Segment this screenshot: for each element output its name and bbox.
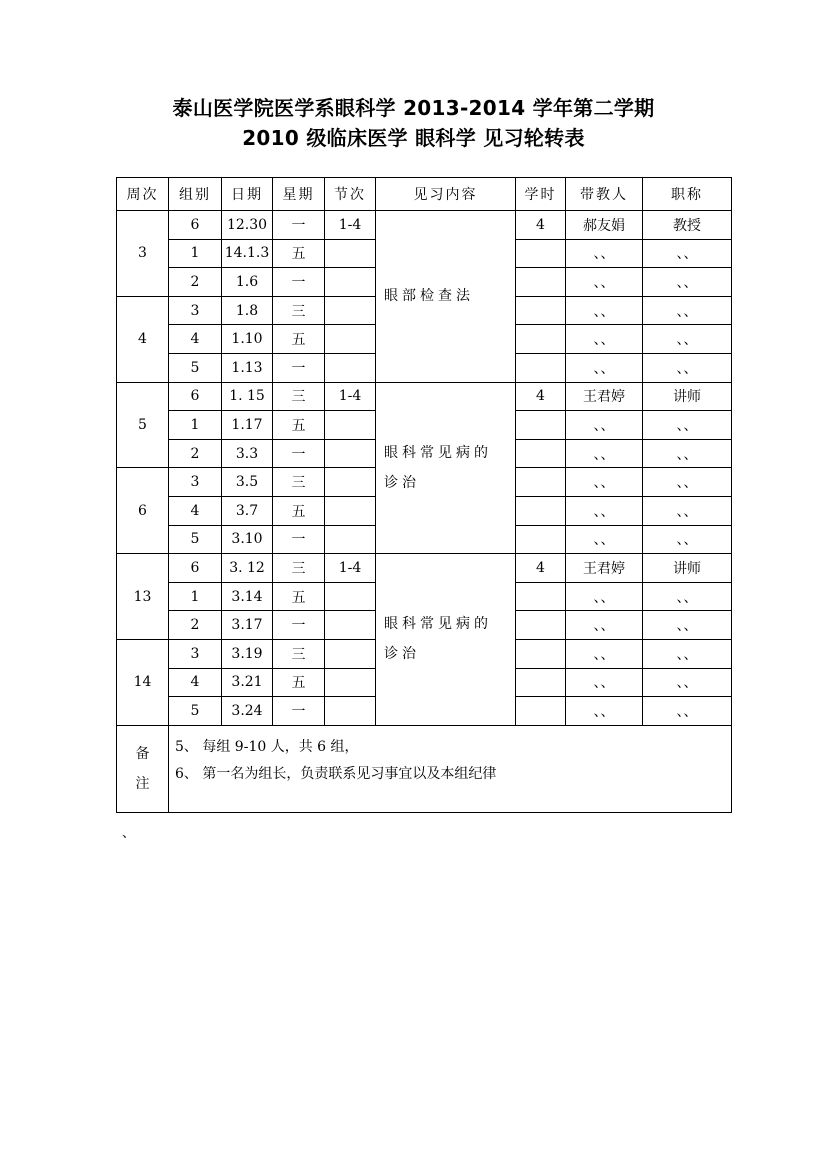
date-cell: 3.10 xyxy=(222,525,273,554)
period-cell xyxy=(325,525,376,554)
group-cell: 5 xyxy=(169,525,222,554)
day-cell: 三 xyxy=(273,554,325,583)
day-cell: 五 xyxy=(273,496,325,525)
stray-mark: 、 xyxy=(122,826,136,841)
teacher-cell: 、、 xyxy=(566,239,643,268)
day-cell: 五 xyxy=(273,239,325,268)
hours-cell xyxy=(516,411,566,440)
day-cell: 一 xyxy=(273,268,325,297)
column-header: 见习内容 xyxy=(376,178,516,211)
teacher-cell: 、、 xyxy=(566,325,643,354)
day-cell: 一 xyxy=(273,697,325,726)
date-cell: 3.19 xyxy=(222,639,273,668)
period-cell: 1-4 xyxy=(325,382,376,411)
hours-cell xyxy=(516,325,566,354)
hours-cell xyxy=(516,439,566,468)
content-cell: 眼科常见病的诊治 xyxy=(376,382,516,554)
teacher-cell: 、、 xyxy=(566,496,643,525)
period-cell xyxy=(325,468,376,497)
hours-cell xyxy=(516,353,566,382)
hours-cell: 4 xyxy=(516,382,566,411)
date-cell: 3.3 xyxy=(222,439,273,468)
title-cell: 、、 xyxy=(643,611,732,640)
table-row xyxy=(117,554,732,583)
teacher-cell: 、、 xyxy=(566,411,643,440)
date-cell: 1.17 xyxy=(222,411,273,440)
hours-cell xyxy=(516,468,566,497)
hours-cell xyxy=(516,697,566,726)
day-cell: 一 xyxy=(273,525,325,554)
page-title-line2: 2010 级临床医学 眼科学 见习轮转表 xyxy=(242,126,585,150)
teacher-cell: 、、 xyxy=(566,296,643,325)
hours-cell xyxy=(516,496,566,525)
group-cell: 6 xyxy=(169,382,222,411)
title-cell: 、、 xyxy=(643,268,732,297)
group-cell: 6 xyxy=(169,211,222,240)
day-cell: 三 xyxy=(273,639,325,668)
remarks-text xyxy=(169,725,732,812)
teacher-cell: 王君婷 xyxy=(566,382,643,411)
date-cell: 1.8 xyxy=(222,296,273,325)
period-cell xyxy=(325,668,376,697)
date-cell: 3.14 xyxy=(222,582,273,611)
column-header: 带教人 xyxy=(566,178,643,211)
column-header: 周次 xyxy=(117,178,169,211)
period-cell xyxy=(325,496,376,525)
teacher-cell: 、、 xyxy=(566,697,643,726)
date-cell: 3.21 xyxy=(222,668,273,697)
week-cell: 4 xyxy=(117,296,169,382)
title-cell: 、、 xyxy=(643,697,732,726)
group-cell: 4 xyxy=(169,325,222,354)
date-cell: 1.10 xyxy=(222,325,273,354)
remark-line: 5、 每组 9-10 人，共 6 组， xyxy=(175,738,359,755)
group-cell: 3 xyxy=(169,468,222,497)
title-cell: 、、 xyxy=(643,239,732,268)
date-cell: 3. 12 xyxy=(222,554,273,583)
week-cell: 3 xyxy=(117,211,169,297)
hours-cell xyxy=(516,582,566,611)
teacher-cell: 、、 xyxy=(566,525,643,554)
title-cell: 、、 xyxy=(643,296,732,325)
week-cell: 5 xyxy=(117,382,169,468)
remark-line: 6、 第一名为组长，负责联系见习事宜以及本组纪律 xyxy=(175,765,497,782)
week-cell: 13 xyxy=(117,554,169,640)
period-cell xyxy=(325,239,376,268)
teacher-cell: 、、 xyxy=(566,468,643,497)
content-cell: 眼科常见病的诊治 xyxy=(376,554,516,726)
date-cell: 1.6 xyxy=(222,268,273,297)
column-header: 学时 xyxy=(516,178,566,211)
title-cell: 讲师 xyxy=(643,554,732,583)
date-cell: 12.30 xyxy=(222,211,273,240)
remarks-label-char: 备 xyxy=(135,745,150,762)
title-cell: 、、 xyxy=(643,639,732,668)
page-title-line1: 泰山医学院医学系眼科学 2013-2014 学年第二学期 xyxy=(172,96,655,120)
teacher-cell: 王君婷 xyxy=(566,554,643,583)
teacher-cell: 、、 xyxy=(566,639,643,668)
day-cell: 三 xyxy=(273,468,325,497)
title-cell: 、、 xyxy=(643,496,732,525)
day-cell: 三 xyxy=(273,296,325,325)
week-cell: 14 xyxy=(117,639,169,725)
day-cell: 五 xyxy=(273,325,325,354)
group-cell: 6 xyxy=(169,554,222,583)
hours-cell xyxy=(516,296,566,325)
date-cell: 3.7 xyxy=(222,496,273,525)
column-header: 组别 xyxy=(169,178,222,211)
column-header: 节次 xyxy=(325,178,376,211)
teacher-cell: 、、 xyxy=(566,353,643,382)
group-cell: 2 xyxy=(169,439,222,468)
period-cell xyxy=(325,611,376,640)
hours-cell xyxy=(516,639,566,668)
period-cell xyxy=(325,353,376,382)
group-cell: 2 xyxy=(169,611,222,640)
remarks-label-char: 注 xyxy=(135,775,150,792)
hours-cell xyxy=(516,268,566,297)
column-header: 星期 xyxy=(273,178,325,211)
period-cell: 1-4 xyxy=(325,211,376,240)
day-cell: 一 xyxy=(273,211,325,240)
title-cell: 、、 xyxy=(643,411,732,440)
date-cell: 3.24 xyxy=(222,697,273,726)
teacher-cell: 、、 xyxy=(566,582,643,611)
group-cell: 5 xyxy=(169,353,222,382)
period-cell xyxy=(325,325,376,354)
title-cell: 、、 xyxy=(643,468,732,497)
period-cell xyxy=(325,697,376,726)
title-cell: 、、 xyxy=(643,525,732,554)
teacher-cell: 、、 xyxy=(566,268,643,297)
group-cell: 1 xyxy=(169,239,222,268)
group-cell: 2 xyxy=(169,268,222,297)
teacher-cell: 、、 xyxy=(566,439,643,468)
date-cell: 1.13 xyxy=(222,353,273,382)
title-cell: 讲师 xyxy=(643,382,732,411)
teacher-cell: 、、 xyxy=(566,611,643,640)
day-cell: 一 xyxy=(273,611,325,640)
teacher-cell: 、、 xyxy=(566,668,643,697)
period-cell xyxy=(325,639,376,668)
group-cell: 3 xyxy=(169,639,222,668)
teacher-cell: 郝友娟 xyxy=(566,211,643,240)
day-cell: 一 xyxy=(273,439,325,468)
hours-cell xyxy=(516,668,566,697)
hours-cell xyxy=(516,611,566,640)
group-cell: 1 xyxy=(169,582,222,611)
week-cell: 6 xyxy=(117,468,169,554)
title-cell: 、、 xyxy=(643,668,732,697)
hours-cell xyxy=(516,239,566,268)
title-cell: 、、 xyxy=(643,439,732,468)
date-cell: 1. 15 xyxy=(222,382,273,411)
period-cell xyxy=(325,411,376,440)
day-cell: 五 xyxy=(273,411,325,440)
group-cell: 1 xyxy=(169,411,222,440)
period-cell xyxy=(325,296,376,325)
date-cell: 3.5 xyxy=(222,468,273,497)
header-row xyxy=(117,178,732,211)
period-cell xyxy=(325,582,376,611)
hours-cell: 4 xyxy=(516,211,566,240)
remarks-row xyxy=(117,725,732,812)
group-cell: 4 xyxy=(169,668,222,697)
day-cell: 一 xyxy=(273,353,325,382)
day-cell: 三 xyxy=(273,382,325,411)
hours-cell: 4 xyxy=(516,554,566,583)
hours-cell xyxy=(516,525,566,554)
day-cell: 五 xyxy=(273,582,325,611)
remarks-label xyxy=(117,725,169,812)
group-cell: 5 xyxy=(169,697,222,726)
column-header: 职称 xyxy=(643,178,732,211)
title-cell: 、、 xyxy=(643,353,732,382)
content-cell: 眼部检查法 xyxy=(376,211,516,383)
day-cell: 五 xyxy=(273,668,325,697)
period-cell xyxy=(325,268,376,297)
table-row xyxy=(117,211,732,240)
column-header: 日期 xyxy=(222,178,273,211)
title-cell: 教授 xyxy=(643,211,732,240)
group-cell: 3 xyxy=(169,296,222,325)
table-row xyxy=(117,382,732,411)
date-cell: 14.1.3 xyxy=(222,239,273,268)
date-cell: 3.17 xyxy=(222,611,273,640)
rotation-table xyxy=(116,177,732,813)
group-cell: 4 xyxy=(169,496,222,525)
period-cell xyxy=(325,439,376,468)
period-cell: 1-4 xyxy=(325,554,376,583)
title-cell: 、、 xyxy=(643,582,732,611)
title-cell: 、、 xyxy=(643,325,732,354)
